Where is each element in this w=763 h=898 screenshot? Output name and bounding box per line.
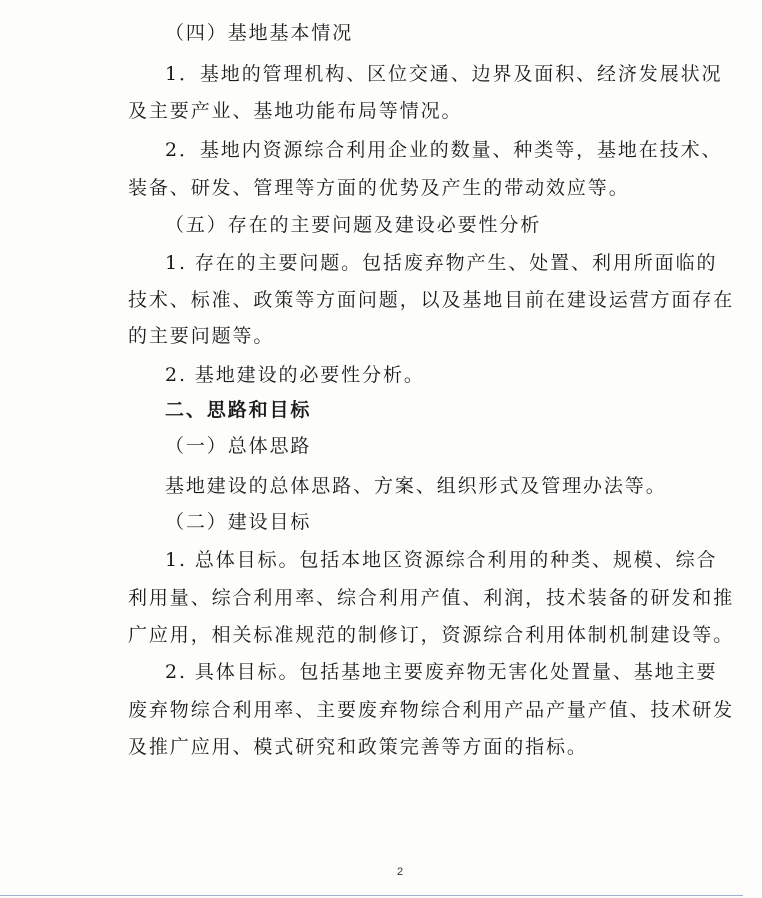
section-heading-basic-info: （四）基地基本情况: [165, 22, 354, 44]
page-number: 2: [396, 866, 404, 878]
paragraph-line: 1．基地的管理机构、区位交通、边界及面积、经济发展状况: [165, 63, 723, 85]
section-heading-overall-idea: （一）总体思路: [165, 435, 312, 457]
paragraph-line: 2. 基地建设的必要性分析。: [165, 364, 425, 386]
paragraph-line: 1. 存在的主要问题。包括废弃物产生、处置、利用所面临的: [165, 252, 718, 274]
paragraph-line: 技术、标准、政策等方面问题，以及基地目前在建设运营方面存在: [128, 289, 735, 311]
paragraph-line: 2．基地内资源综合利用企业的数量、种类等，基地在技术、: [165, 139, 723, 161]
chapter-heading-ideas-goals: 二、思路和目标: [165, 399, 312, 421]
page-bottom-border: [0, 895, 743, 896]
paragraph-line: 及推广应用、模式研究和政策完善等方面的指标。: [128, 736, 588, 758]
paragraph-line: 的主要问题等。: [128, 325, 275, 347]
paragraph-line: 及主要产业、基地功能布局等情况。: [128, 100, 463, 122]
paragraph-line: 废弃物综合利用率、主要废弃物综合利用产品产量产值、技术研发: [128, 699, 735, 721]
paragraph-line: 1. 总体目标。包括本地区资源综合利用的种类、规模、综合: [165, 549, 718, 571]
section-heading-construction-goals: （二）建设目标: [165, 511, 312, 533]
paragraph-line: 装备、研发、管理等方面的优势及产生的带动效应等。: [128, 177, 630, 199]
paragraph-line: 广应用，相关标准规范的制修订，资源综合利用体制机制建设等。: [128, 624, 735, 646]
paragraph-line: 2. 具体目标。包括基地主要废弃物无害化处置量、基地主要: [165, 661, 718, 683]
paragraph-line: 基地建设的总体思路、方案、组织形式及管理办法等。: [165, 475, 667, 497]
section-heading-problems: （五）存在的主要问题及建设必要性分析: [165, 214, 542, 236]
paragraph-line: 利用量、综合利用率、综合利用产值、利润，技术装备的研发和推: [128, 587, 735, 609]
